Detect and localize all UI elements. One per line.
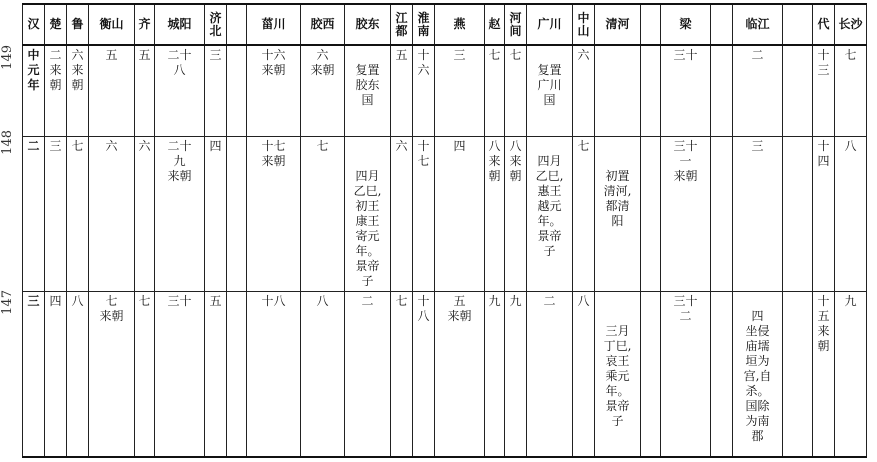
- table-cell: 五 来朝: [435, 292, 485, 458]
- table-cell: 七: [67, 137, 89, 292]
- table-cell: [711, 292, 733, 458]
- col-header: [641, 4, 661, 45]
- col-header: 中 山: [573, 4, 595, 45]
- table-cell: 十 六: [413, 45, 435, 137]
- table-cell: 八 来 朝: [505, 137, 527, 292]
- table-cell: 九: [485, 292, 505, 458]
- table-cell: 三十 二: [661, 292, 711, 458]
- header-row: [23, 4, 867, 45]
- col-header: 临江: [733, 4, 783, 45]
- col-header: 燕: [435, 4, 485, 45]
- year-label-147: 147: [0, 290, 15, 315]
- table-cell: 八: [573, 292, 595, 458]
- year-cell: 三: [23, 292, 45, 458]
- col-header: 衡山: [89, 4, 135, 45]
- table-cell: 五: [391, 45, 413, 137]
- table-cell: 七 来朝: [89, 292, 135, 458]
- table-cell: [227, 137, 247, 292]
- col-header: 胶东: [345, 4, 391, 45]
- table-cell: [227, 292, 247, 458]
- table-cell: 二十 八: [155, 45, 205, 137]
- table-cell: 八: [67, 292, 89, 458]
- col-header: 代: [813, 4, 835, 45]
- table-cell: 十 五 来朝: [813, 292, 835, 458]
- table-cell: 十七 来朝: [247, 137, 301, 292]
- col-header: 菑川: [247, 4, 301, 45]
- table-cell: 八: [301, 292, 345, 458]
- table-cell: 五: [205, 292, 227, 458]
- table-cell: 十八: [247, 292, 301, 458]
- table-cell: 四: [205, 137, 227, 292]
- col-header: 鲁: [67, 4, 89, 45]
- table-cell: 六: [573, 45, 595, 137]
- table-cell: 七: [573, 137, 595, 292]
- col-header: 河 间: [505, 4, 527, 45]
- table-cell: 三十: [155, 292, 205, 458]
- table-cell: 八: [835, 137, 867, 292]
- table-cell: 三: [205, 45, 227, 137]
- year-cell: 中 元 年: [23, 45, 45, 137]
- table-cell: [783, 45, 813, 137]
- table-cell: 三十 一 来朝: [661, 137, 711, 292]
- col-header: 胶西: [301, 4, 345, 45]
- table-cell: 八 来 朝: [485, 137, 505, 292]
- table-cell: 初置 清河, 都清 阳: [595, 137, 641, 292]
- col-header: 楚: [45, 4, 67, 45]
- table-cell: [227, 45, 247, 137]
- table-cell: 七: [505, 45, 527, 137]
- year-label-148: 148: [0, 130, 15, 155]
- table-cell: 四月 乙巳, 初王 康王 寄元 年。 景帝 子: [345, 137, 391, 292]
- table-cell: 十 三: [813, 45, 835, 137]
- table-cell: [641, 137, 661, 292]
- table-row: [23, 137, 867, 292]
- table-cell: [641, 45, 661, 137]
- table-cell: [711, 137, 733, 292]
- table-cell: 二十 九 来朝: [155, 137, 205, 292]
- table-cell: 六: [391, 137, 413, 292]
- table-cell: [711, 45, 733, 137]
- table-cell: 三: [733, 137, 783, 292]
- col-header: [227, 4, 247, 45]
- table-cell: 七: [135, 292, 155, 458]
- table-cell: 二: [345, 292, 391, 458]
- table-cell: 五: [89, 45, 135, 137]
- table-cell: [783, 137, 813, 292]
- table-cell: 七: [835, 45, 867, 137]
- table-cell: 七: [485, 45, 505, 137]
- table-cell: 十 七: [413, 137, 435, 292]
- col-header: 淮 南: [413, 4, 435, 45]
- year-label-149: 149: [0, 45, 15, 70]
- table-cell: 六: [135, 137, 155, 292]
- table-cell: 十 八: [413, 292, 435, 458]
- table-cell: 复置 广川 国: [527, 45, 573, 137]
- table-cell: 六 来 朝: [67, 45, 89, 137]
- table-cell: 三: [45, 137, 67, 292]
- table-cell: 四: [435, 137, 485, 292]
- table-cell: 二 来 朝: [45, 45, 67, 137]
- table-cell: 九: [835, 292, 867, 458]
- table-row: [23, 45, 867, 137]
- col-header: [711, 4, 733, 45]
- col-header: 清河: [595, 4, 641, 45]
- table-cell: [641, 292, 661, 458]
- table-cell: 七: [301, 137, 345, 292]
- table-cell: 六: [89, 137, 135, 292]
- col-header: 广川: [527, 4, 573, 45]
- table-cell: 三月 丁巳, 哀王 乘元 年。 景帝 子: [595, 292, 641, 458]
- col-header: 江 都: [391, 4, 413, 45]
- table-cell: 五: [135, 45, 155, 137]
- col-header: 济 北: [205, 4, 227, 45]
- table-cell: 六 来朝: [301, 45, 345, 137]
- table-cell: 十 四: [813, 137, 835, 292]
- table-cell: 二: [527, 292, 573, 458]
- col-header: 城阳: [155, 4, 205, 45]
- table-cell: 十六 来朝: [247, 45, 301, 137]
- table-cell: 三十: [661, 45, 711, 137]
- table-cell: 七: [391, 292, 413, 458]
- table-cell: 三: [435, 45, 485, 137]
- col-header: 长沙: [835, 4, 867, 45]
- table-cell: [783, 292, 813, 458]
- table-cell: 四月 乙巳, 惠王 越元 年。 景帝 子: [527, 137, 573, 292]
- table-cell: 二: [733, 45, 783, 137]
- col-header: 汉: [23, 4, 45, 45]
- col-header: 齐: [135, 4, 155, 45]
- year-cell: 二: [23, 137, 45, 292]
- table-cell: 四: [45, 292, 67, 458]
- table-cell: 九: [505, 292, 527, 458]
- col-header: 赵: [485, 4, 505, 45]
- col-header: [783, 4, 813, 45]
- chronological-table: [22, 3, 867, 458]
- table-row: [23, 292, 867, 458]
- table-cell: 四 坐侵 庙壖 垣为 宫,自 杀。 国除 为南 郡: [733, 292, 783, 458]
- col-header: 梁: [661, 4, 711, 45]
- table-cell: [595, 45, 641, 137]
- table-cell: 复置 胶东 国: [345, 45, 391, 137]
